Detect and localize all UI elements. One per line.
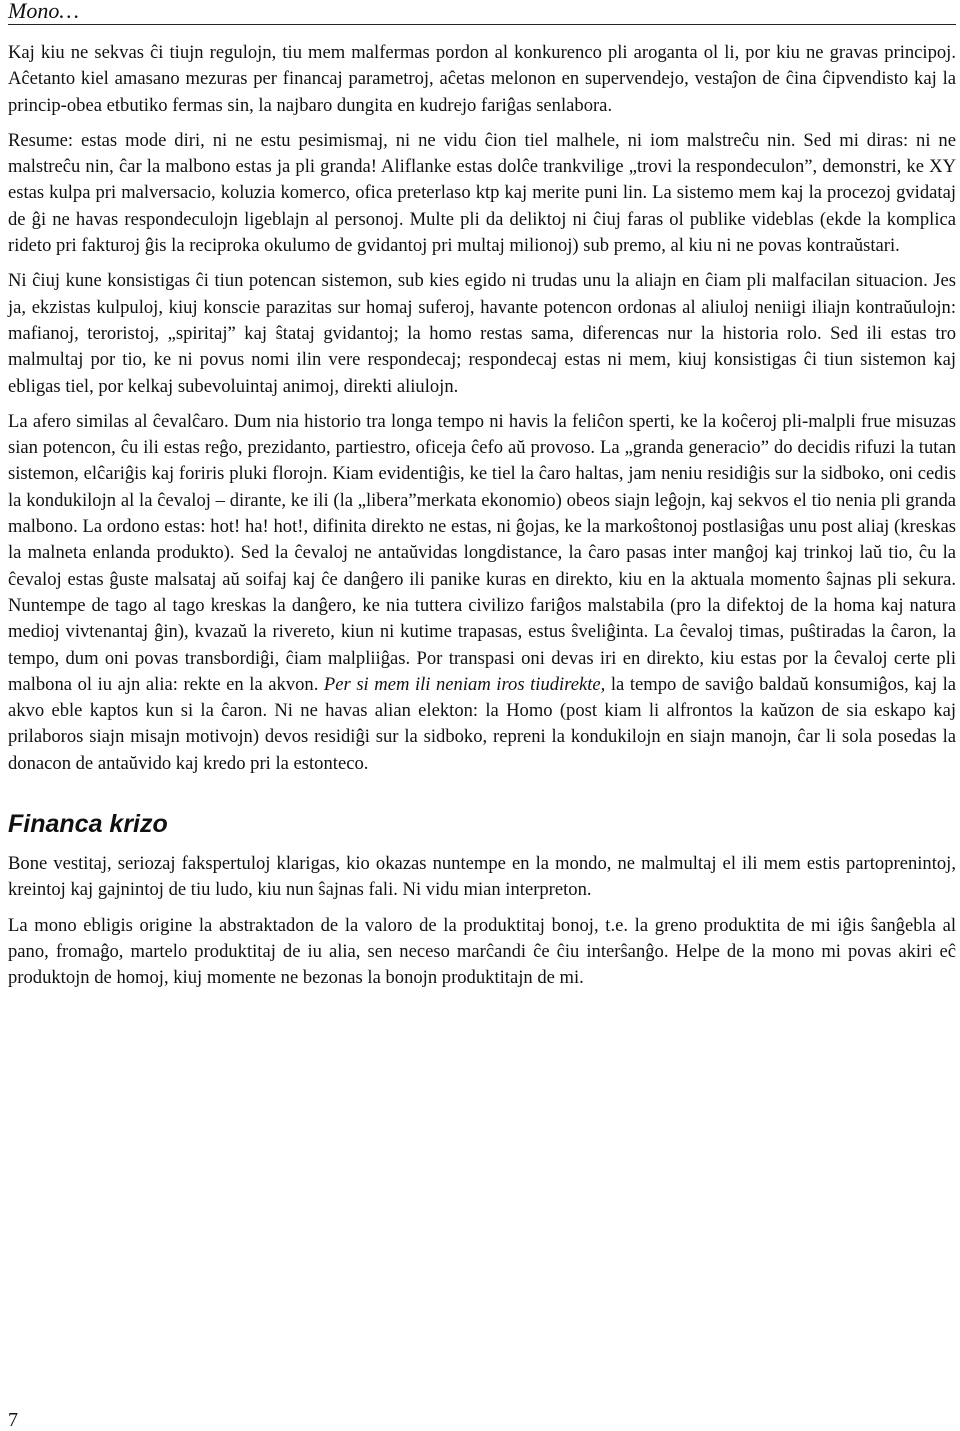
running-header — [8, 0, 956, 25]
body-paragraph-4-italic-text: Per si mem ili neniam iros tiudirekte, — [323, 673, 606, 695]
document-body — [8, 40, 956, 1001]
body-paragraph-4 — [8, 409, 956, 777]
section-paragraph-2: La mono ebligis origine la abstraktadon de la valoro de la produktitaj bonoj, t.e. la greno produktita de mi iĝis ŝanĝebla al pano, fromaĝo, martelo produktitaj de iu alia, sen neceso marĉandi ĉe ĉiu interŝanĝo. Helpe de la mono mi povas akiri eĉ produktojn de homoj, kiuj momente ne bezonas la bonojn produktitajn de mi. — [8, 914, 956, 989]
body-paragraph-2: Resume: estas mode diri, ni ne estu pesimismaj, ni ne vidu ĉion tiel malhele, ni iom malstreĉu nin. Sed mi diras: ni ne malstreĉu nin, ĉar la malbono estas ja pli granda! Aliflanke estas dolĉe trankvilige „trovi la respondeculon”, demonstri, ke XY estas kulpa pri malversacio, koluzia komerco, ofica preterlaso ktp kaj merite puni lin. La sistemo mem kaj la procezoj gvidataj de ĝi ne havas respondeculojn ligeblajn al personoj. Multe pli da deliktoj ni ĉiuj faras ol publike videblas (ekde la komplica rideto pri fakturoj ĝis la reciproka okulumo de gvidantoj pri multaj milionoj) sub premo, al kiu ni ne povas kontraŭstari. — [8, 129, 956, 257]
section-paragraph-1: Bone vestitaj, seriozaj fakspertuloj klarigas, kio okazas nuntempe en la mondo, ne malmultaj el ili mem estis partoprenintoj, kreintoj kaj gajnintoj de tiu ludo, kiu nun ŝajnas fali. Ni vidu mian interpreton. — [8, 853, 956, 901]
body-paragraph-3: Ni ĉiuj kune konsistigas ĉi tiun potencan sistemon, sub kies egido ni trudas unu la aliajn en ĉiam pli malfacilan situacion. Jes ja, ekzistas kulpuloj, kiuj konscie parazitas sur homaj suferoj, havante potencon ordonas al aliuloj neniigi iliajn kontraŭulojn: mafianoj, teroristoj, „spiritaj” kaj ŝtataj gvidantoj; la homo restas sama, diferencas nur la historia rolo. Sed ili estas tro malmultaj por tio, ke ni povus nomi ilin vere respondecaj; respondecaj estas ni mem, kiuj konsistigas ĉi tiun sistemon kaj ebligas tiel, por kelkaj subevoluintaj animoj, direkti aliulojn. — [8, 270, 956, 397]
body-paragraph-4-text-after: la tempo de saviĝo baldaŭ konsumiĝos, kaj la akvo eble kaptos kun si la ĉaron. Ni ne havas alian elekton: la Homo (post kiam li alfrontos la kaŭzon de sia eskapo kaj prilaboros siajn misajn motivojn) devos residiĝi sur la sidboko, repreni la kondukilojn en siajn manojn, ĉar li sola posedas la donacon de antaŭvido kaj kredo pri la estonteco. — [8, 673, 957, 774]
running-header-title: Mono… — [8, 0, 79, 23]
body-paragraph-4-text-before: La afero similas al ĉevalĉaro. Dum nia historio tra longa tempo ni havis la feliĉon sperti, ke la koĉeroj pli-malpli frue misuzas sian potencon, ĉu ili estas reĝo, prezidanto, partiestro, oficeja ĉefo aŭ provoso. La „granda generacio” do decidis rifuzi la tutan sistemon, elĉariĝis kaj foriris pluki florojn. Kiam evidentiĝis, ke tiel la ĉaro haltas, jam neniu residiĝis sur la sidboko, oni cedis la kondukilojn al la ĉevaloj – dirante, ke ili (la „libera”merkata ekonomio) obeos siajn leĝojn, kaj sekvos el tio nenia pli granda malbono. La ordono estas: hot! ha! hot!, difinita direkto ne estas, ni ĝojas, ke la markoŝtonoj postlasiĝas unu post aliaj (kreskas la malneta enlanda produkto). Sed la ĉevaloj ne antaŭvidas longdistance, la ĉaro pasas inter manĝoj kaj trinkoj laŭ tio, ĉu la ĉevaloj estas ĝuste malsataj aŭ soifaj kaj ĉe danĝero ili panike kuras en direkto, kiu en la aktuala momento ŝajnas pli sekura. Nuntempe de tago al tago kreskas la danĝero, ke nia tuttera civilizo fariĝos malstabila (pro la difektoj de la homa kaj natura medioj vivtenantaj ĝin), kvazaŭ la rivereto, kiun ni kutime trapasas, estus ŝveliĝinta. La ĉevaloj timas, puŝtiradas la ĉaron, la tempo, dum oni povas transbordiĝi, ĉiam malpliiĝas. Por transpasi oni devas iri en direkto, kiu estas por la ĉevaloj certe pli malbona ol iu ajn alia: rekte en la akvon. — [8, 410, 956, 695]
section-heading: Financa krizo — [8, 810, 168, 839]
page-number: 7 — [8, 1409, 18, 1431]
body-paragraph-1: Kaj kiu ne sekvas ĉi tiujn regulojn, tiu mem malfermas pordon al konkurenco pli aroganta ol li, por kiu ne gravas principoj. Aĉetanto kiel amasano mezuras per financaj parametroj, aĉetas melonon en supervendejo, vestaĵon de ĉina ĉipvendisto kaj la princip-obea etbutiko fermas sin, la najbaro dungita en kudrejo fariĝas senlabora. — [8, 42, 956, 116]
